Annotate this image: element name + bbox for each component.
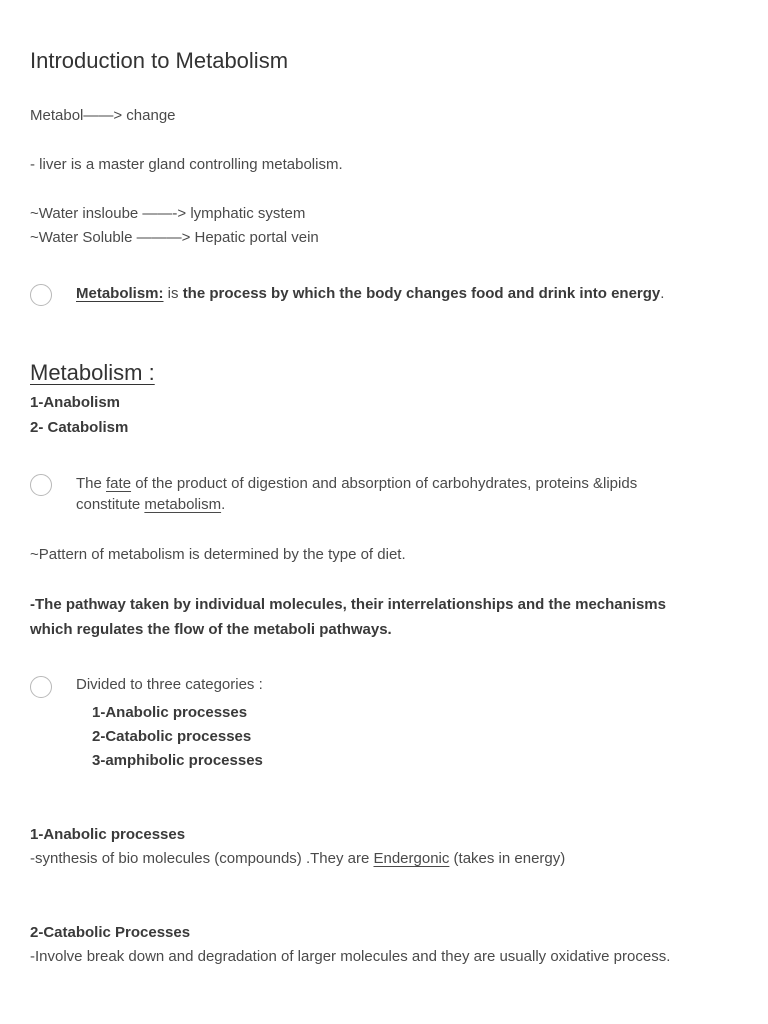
anabolic-suffix: (takes in energy) bbox=[449, 850, 566, 867]
pathway-line-1: -The pathway taken by individual molecules, their interrelationships and the mechanisms bbox=[30, 596, 666, 613]
todo-checkbox-2[interactable] bbox=[30, 474, 52, 496]
category-amphibolic: 3-amphibolic processes bbox=[92, 752, 263, 769]
term-metabolism: Metabolism: bbox=[76, 285, 164, 302]
todo-item-1 bbox=[76, 284, 664, 304]
todo-1-definition: the process by which the body changes food and drink into energy bbox=[182, 285, 661, 302]
todo-2-end: . bbox=[221, 496, 226, 513]
todo-item-3: Divided to three categories : bbox=[76, 676, 263, 693]
type-catabolism: 2- Catabolism bbox=[30, 419, 129, 436]
todo-1-end: . bbox=[660, 285, 665, 302]
todo-item-2 bbox=[76, 473, 746, 515]
note-pattern: ~Pattern of metabolism is determined by the type of diet. bbox=[30, 546, 406, 563]
todo-checkbox-3[interactable] bbox=[30, 676, 52, 698]
category-catabolic: 2-Catabolic processes bbox=[92, 728, 252, 745]
anabolic-prefix: -synthesis of bio molecules (compounds) .They are bbox=[30, 850, 374, 867]
type-anabolism: 1-Anabolism bbox=[30, 394, 121, 411]
catabolic-heading: 2-Catabolic Processes bbox=[30, 924, 191, 941]
todo-checkbox-1[interactable] bbox=[30, 284, 52, 306]
term-endergonic: Endergonic bbox=[373, 850, 450, 867]
category-anabolic: 1-Anabolic processes bbox=[92, 704, 248, 721]
term-fate: fate bbox=[106, 475, 132, 492]
heading-metabolism: Metabolism : bbox=[30, 360, 155, 385]
anabolic-description bbox=[30, 849, 565, 869]
todo-2-the: The bbox=[76, 475, 107, 492]
todo-2-constitute: constitute bbox=[76, 496, 145, 513]
page-title: Introduction to Metabolism bbox=[30, 48, 289, 73]
catabolic-description: -Involve break down and degradation of larger molecules and they are usually oxidative process. bbox=[30, 948, 671, 965]
note-liver: - liver is a master gland controlling metabolism. bbox=[30, 156, 343, 173]
note-metabol: Metabol——> change bbox=[30, 107, 176, 124]
pathway-line-2: which regulates the flow of the metaboli pathways. bbox=[30, 621, 392, 638]
note-water-insoluble: ~Water insloube ——-> lymphatic system bbox=[30, 205, 306, 222]
note-water-soluble: ~Water Soluble ———> Hepatic portal vein bbox=[30, 229, 319, 246]
anabolic-heading: 1-Anabolic processes bbox=[30, 826, 186, 843]
todo-2-middle: of the product of digestion and absorption of carbohydrates, proteins &lipids bbox=[131, 475, 638, 492]
todo-1-is: is bbox=[163, 285, 183, 302]
term-metabolism-link: metabolism bbox=[144, 496, 222, 513]
